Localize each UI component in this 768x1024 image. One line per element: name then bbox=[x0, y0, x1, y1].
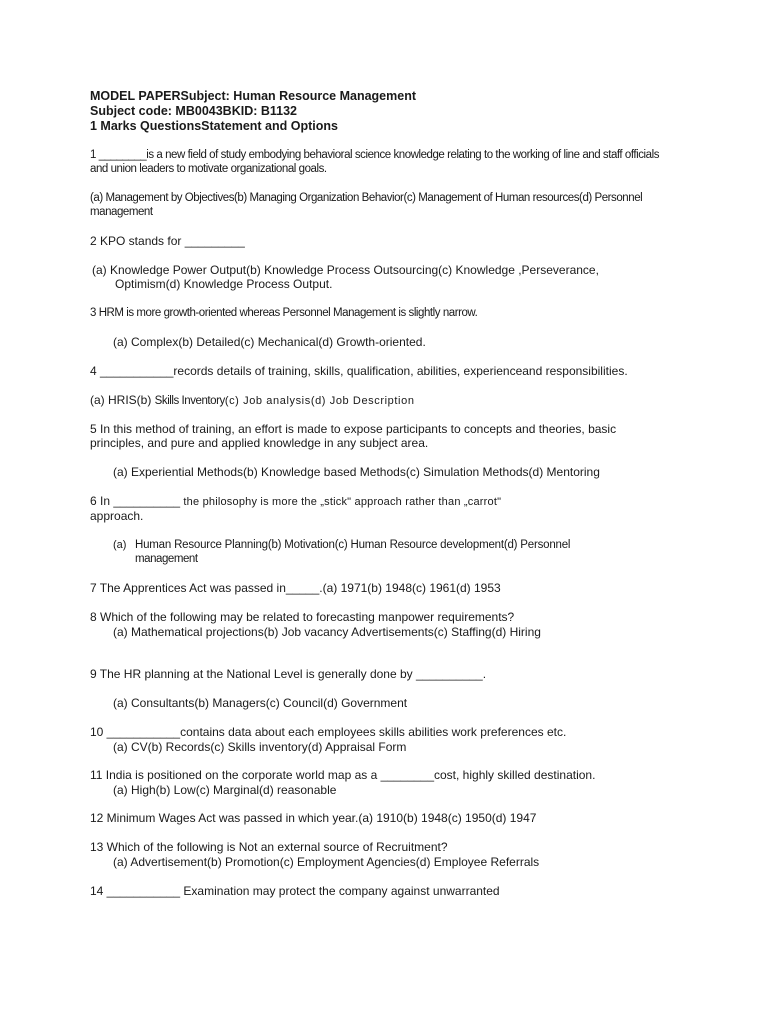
header-subject-code: Subject code: MB0043BKID: B1132 bbox=[90, 104, 298, 118]
q10-stem: 10 ___________contains data about each employees skills abilities work preferences etc. bbox=[90, 725, 567, 739]
q6-stem-line1 bbox=[90, 494, 501, 510]
q9-options: (a) Consultants(b) Managers(c) Council(d) Government bbox=[113, 696, 408, 710]
q1-options-line1: (a) Management by Objectives(b) Managing Organization Behavior(c) Management of Human resources(d) Personnel bbox=[90, 192, 643, 204]
q10-options: (a) CV(b) Records(c) Skills inventory(d) Appraisal Form bbox=[113, 740, 407, 754]
q2-options-line2: Optimism(d) Knowledge Process Output. bbox=[115, 277, 333, 291]
q14-stem: 14 ___________ Examination may protect the company against unwarranted bbox=[90, 884, 500, 898]
q1-stem-line1: 1 ________is a new field of study embodying behavioral science knowledge relating to the working of line and staff officials bbox=[90, 149, 660, 161]
q1-stem-line2: and union leaders to motivate organizational goals. bbox=[90, 163, 327, 175]
q3-options: (a) Complex(b) Detailed(c) Mechanical(d) Growth-oriented. bbox=[113, 335, 426, 349]
q4-options-part2: Skills Inventory bbox=[154, 395, 225, 407]
q13-stem: 13 Which of the following is Not an external source of Recruitment? bbox=[90, 840, 448, 854]
q11-stem: 11 India is positioned on the corporate world map as a ________cost, highly skilled destination. bbox=[90, 768, 596, 782]
q3-stem: 3 HRM is more growth-oriented whereas Personnel Management is slightly narrow. bbox=[90, 307, 478, 319]
q6-stem-part2: the philosophy is more the „stick" approach rather than „carrot" bbox=[183, 496, 502, 508]
q4-options-part1: (a) HRIS(b) bbox=[90, 393, 155, 407]
q6-options-line1: Human Resource Planning(b) Motivation(c) Human Resource development(d) Personnel bbox=[135, 539, 571, 551]
q2-options-line1: (a) Knowledge Power Output(b) Knowledge Process Outsourcing(c) Knowledge ,Perseverance, bbox=[92, 263, 599, 277]
q6-options-line2: management bbox=[135, 553, 198, 565]
q8-stem: 8 Which of the following may be related to forecasting manpower requirements? bbox=[90, 610, 515, 624]
q11-options: (a) High(b) Low(c) Marginal(d) reasonable bbox=[113, 783, 337, 797]
q6-stem-line2: approach. bbox=[90, 509, 144, 523]
q6-option-marker: (a) bbox=[113, 539, 127, 551]
q5-stem-line1: 5 In this method of training, an effort is made to expose participants to concepts and theories, basic bbox=[90, 422, 617, 436]
q4-stem: 4 ___________records details of training, skills, qualification, abilities, experienceand responsibilities. bbox=[90, 364, 628, 378]
q6-stem-part1: 6 In __________ bbox=[90, 494, 184, 508]
q4-options bbox=[90, 393, 415, 409]
q2-stem: 2 KPO stands for _________ bbox=[90, 234, 245, 248]
header-section: 1 Marks QuestionsStatement and Options bbox=[90, 119, 338, 133]
q1-options-line2: management bbox=[90, 206, 153, 218]
header-title: MODEL PAPERSubject: Human Resource Management bbox=[90, 89, 416, 103]
q8-options: (a) Mathematical projections(b) Job vacancy Advertisements(c) Staffing(d) Hiring bbox=[113, 625, 541, 639]
q5-options: (a) Experiential Methods(b) Knowledge based Methods(c) Simulation Methods(d) Mentoring bbox=[113, 465, 600, 479]
q12-stem: 12 Minimum Wages Act was passed in which year.(a) 1910(b) 1948(c) 1950(d) 1947 bbox=[90, 811, 537, 825]
q7-stem: 7 The Apprentices Act was passed in_____.(a) 1971(b) 1948(c) 1961(d) 1953 bbox=[90, 581, 501, 595]
q4-options-part3: (c) Job analysis(d) Job Description bbox=[224, 395, 415, 407]
q9-stem: 9 The HR planning at the National Level is generally done by __________. bbox=[90, 667, 487, 681]
q13-options: (a) Advertisement(b) Promotion(c) Employment Agencies(d) Employee Referrals bbox=[113, 855, 540, 869]
q5-stem-line2: principles, and pure and applied knowledge in any subject area. bbox=[90, 436, 429, 450]
